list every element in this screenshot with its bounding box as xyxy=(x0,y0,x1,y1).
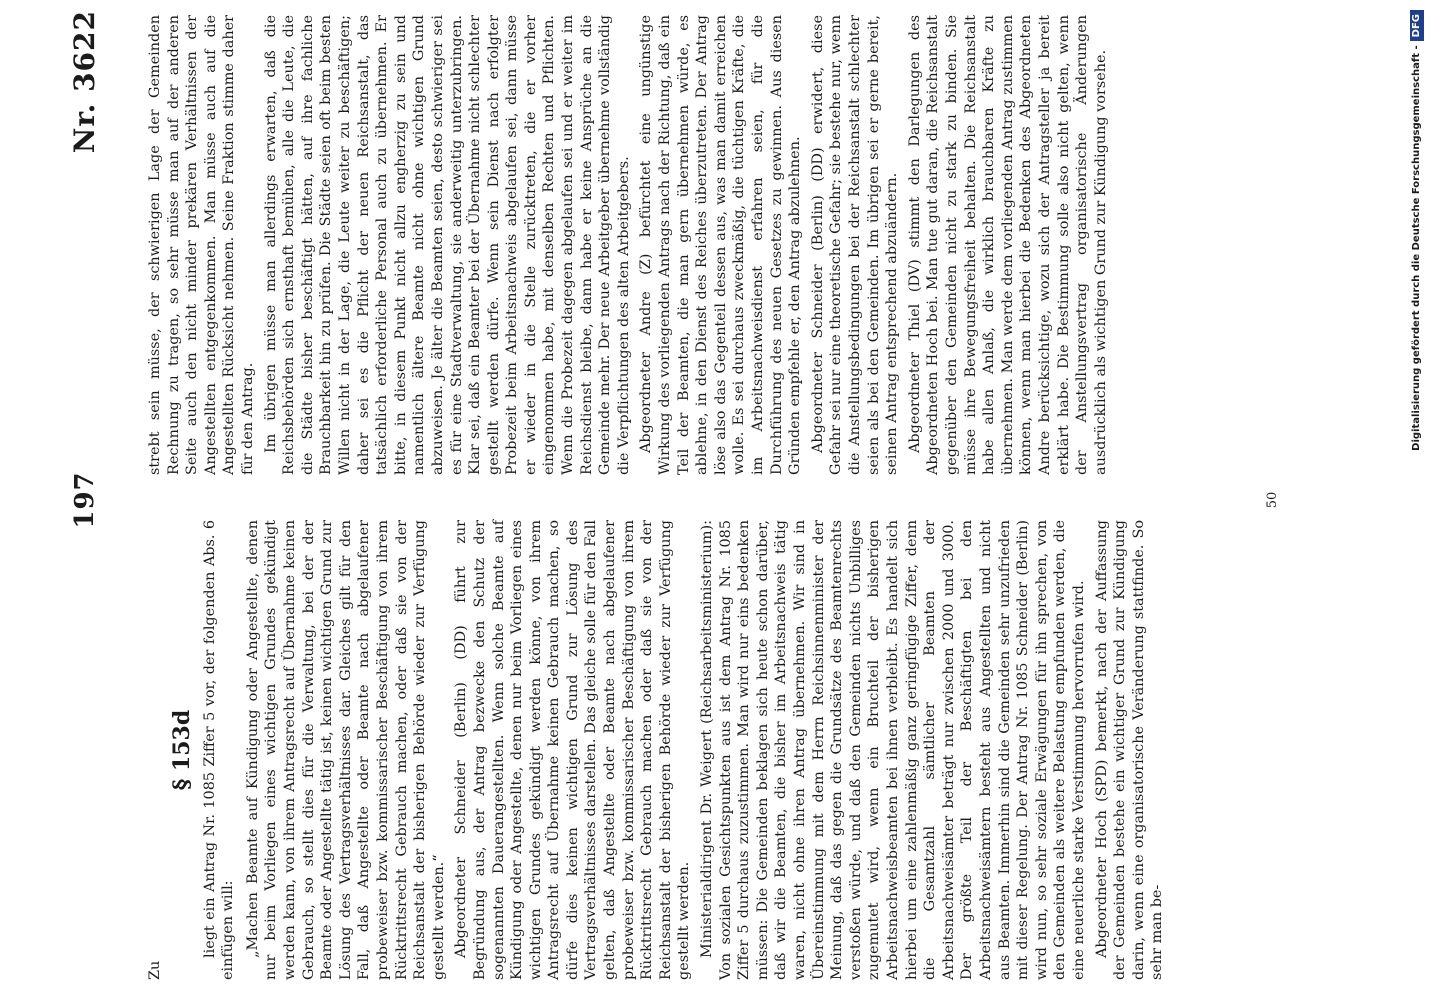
digitization-credit: Digitalisierung gefördert durch die Deutsche Forschungsgemeinschaft - xyxy=(1411,45,1422,451)
digitization-note xyxy=(1405,10,1431,990)
dfg-logo: DFG xyxy=(1410,10,1424,41)
left-column xyxy=(146,520,1167,980)
document-number: Nr. 3622 xyxy=(68,10,101,154)
document-page xyxy=(60,0,1380,1000)
footer-number: 50 xyxy=(1265,491,1280,509)
paragraph-hoch: Abgeordneter Hoch (SPD) bemerkt, nach der Auffassung der Gemeinden bestehe ein wichtiger Grund zur Kündigung darin, wenn eine organisatorische Veränderung stattfinde. So sehr man be- xyxy=(1093,520,1166,980)
paragraph-uebrigen: Im übrigen müsse man allerdings erwarten, daß die Reichsbehörden sich ernsthaft bemühen, alle die Leute, die die Städte bisher beschäftigt hätten, auf ihre fachliche Brauchbarkeit hin zu prüfen. Die Städte seien oft beim besten Willen nicht in der Lage, die Leute weiter zu beschäftigen; daher sei es die Pflicht der neuen Reichsanstalt, das tatsächlich erforderliche Personal auch zu übernehmen. Er bitte, in diesem Punkt nicht allzu engherzig zu sein und namentlich ältere Beamte nicht ohne wichtigen Grund abzuweisen. Je älter die Beamten seien, desto schwieriger sei es für eine Stadtverwaltung, sie anderweitig unterzubringen. Klar sei, daß ein Beamter bei der Übernahme nicht schlechter gestellt werden dürfe. Wenn sein Dienst nach erfolgter Probezeit beim Arbeitsnachweis abgelaufen sei, dann müsse er wieder in die Stelle zurücktreten, die er vorher eingenommen habe, mit denselben Rechten und Pflichten. Wenn die Probezeit dagegen abgelaufen sei und er weiter im Reichsdienst bleibe, dann habe er keine Ansprüche an die Gemeinde mehr. Der neue Arbeitgeber übernehme vollständig die Verpflichtungen des alten Arbeitgebers. xyxy=(262,15,632,475)
page-number: 197 xyxy=(70,471,100,529)
right-column xyxy=(146,15,1110,475)
paragraph-weigert: Ministerialdirigent Dr. Weigert (Reichsarbeitsministerium): Von sozialen Gesichtspunkten aus ist dem Antrag Nr. 1085 Ziffer 5 durchaus zuzustimmen. Man wird nur eins bedenken müssen: Die Gemeinden beklagen sich heute schon darüber, daß wir die Beamten, die bisher im Arbeitsnachweis tätig waren, nicht ohne ihren Antrag übernehmen. Wir sind in Übereinstimmung mit dem Herrn Reichsinnenminister der Meinung, daß das gegen die Grundsätze des Beamtenrechts verstoßen würde, und daß den Gemeinden nichts Unbilliges zugemutet wird, wenn ein Bruchteil der bisherigen Arbeitsnachweisbeamten bei ihnen verbleibt. Es handelt sich hierbei um eine zahlenmäßig ganz geringfügige Ziffer, denn die Gesamtzahl sämtlicher Beamten der Arbeitsnachweisämter beträgt nur zwischen 2000 und 3000. Der größte Teil der Beschäftigten bei den Arbeitsnachweisämtern besteht aus Angestellten und nicht aus Beamten. Immerhin sind die Gemeinden sehr unzufrieden mit dieser Regelung. Der Antrag Nr. 1085 Schneider (Berlin) wird nun, so sehr soziale Erwägungen für ihn sprechen, von den Gemeinden als weitere Belastung empfunden werden, die eine neuerliche starke Verstimmung hervorrufen wird. xyxy=(699,520,1087,980)
quoted-amendment: „Machen Beamte auf Kündigung oder Angestellte, denen nur beim Vorliegen eines wichtigen Grundes gekündigt werden kann, von ihrem Antragsrecht auf Übernahme keinen Gebrauch, so stellt dies für die Verwaltung, bei der der Beamte oder Angestellte tätig ist, keinen wichtigen Grund zur Lösung des Vertragsverhältnisses dar. Gleiches gilt für den Fall, daß Angestellte oder Beamte nach abgelaufener probeweiser bzw. kommissarischer Beschäftigung von ihrem Rücktrittsrecht Gebrauch machen, oder daß sie von der Reichsanstalt der bisherigen Behörde wieder zur Verfügung gestellt werden.“ xyxy=(244,520,447,980)
paragraph-thiel: Abgeordneter Thiel (DV) stimmt den Darlegungen des Abgeordneten Hoch bei. Man tue gut daran, die Reichsanstalt gegenüber den Gemeinden nicht zu stark zu binden. Sie müsse ihre Bewegungsfreiheit behalten. Die Reichsanstalt habe allen Anlaß, die wirklich brauchbaren Kräfte zu übernehmen. Man werde dem vorliegenden Antrag zustimmen können, wenn man hierbei die Bedenken des Abgeordneten Andre berücksichtige, wozu sich der Antragsteller ja bereit erklärt habe. Die Bestimmung solle also nicht gelten, wenn der Anstellungsvertrag organisatorische Änderungen ausdrücklich als wichtigen Grund zur Kündigung vorsehe. xyxy=(906,15,1109,475)
paragraph-andre: Abgeordneter Andre (Z) befürchtet eine ungünstige Wirkung des vorliegenden Antrags nach der Richtung, daß ein Teil der Beamten, die man gern übernehmen würde, es ablehne, in den Dienst des Reiches überzutreten. Der Antrag löse also das Gegenteil dessen aus, was man damit erreichen wolle. Es sei durchaus zweckmäßig, die tüchtigen Kräfte, die im Arbeitsnachweisdienst erfahren seien, für die Durchführung des neuen Gesetzes zu gewinnen. Aus diesen Gründen empfehle er, den Antrag abzulehnen. xyxy=(638,15,804,475)
paragraph-schneider-reply: Abgeordneter Schneider (Berlin) (DD) erwidert, diese Gefahr sei nur eine theoretische Gefahr; sie bestehe nur, wenn die Anstellungsbedingungen bei der Reichsanstalt schlechter seien als bei den Gemeinden. Im übrigen sei er gerne bereit, seinen Antrag entsprechend abzuändern. xyxy=(809,15,901,475)
digitization-note-text xyxy=(1405,10,1429,990)
paragraph-schneider: Abgeordneter Schneider (Berlin) (DD) führt zur Begründung aus, der Antrag bezwecke den Schutz der sogenannten Dauerangestellten. Wenn solche Beamte auf Kündigung oder Angestellte, denen nur beim Vorliegen eines wichtigen Grundes gekündigt werden könne, von ihrem Antragsrecht auf Übernahme keinen Gebrauch machen, so dürfe dies keinen wichtigen Grund zur Lösung des Vertragsverhältnisses darstellen. Das gleiche solle für den Fall gelten, daß Angestellte oder Beamte nach abgelaufener probeweiser bzw. kommissarischer Beschäftigung von ihrem Rücktrittsrecht Gebrauch machen oder daß sie von der Reichsanstalt der bisherigen Behörde wieder zur Verfügung gestellt werden. xyxy=(453,520,693,980)
page-header xyxy=(60,0,140,1000)
section-heading: § 153d xyxy=(168,709,195,791)
zu-label: Zu xyxy=(147,960,163,980)
intro-paragraph: liegt ein Antrag Nr. 1085 Ziffer 5 vor, der folgenden Abs. 6 einfügen will: xyxy=(201,520,237,980)
paragraph-continuation: strebt sein müsse, der schwierigen Lage der Gemeinden Rechnung zu tragen, so sehr müsse man auf der anderen Seite auch den nicht minder prekären Verhältnissen der Angestellten entgegenkommen. Man müsse auch auf die Angestellten Rücksicht nehmen. Seine Fraktion stimme daher für den Antrag. xyxy=(147,15,256,475)
